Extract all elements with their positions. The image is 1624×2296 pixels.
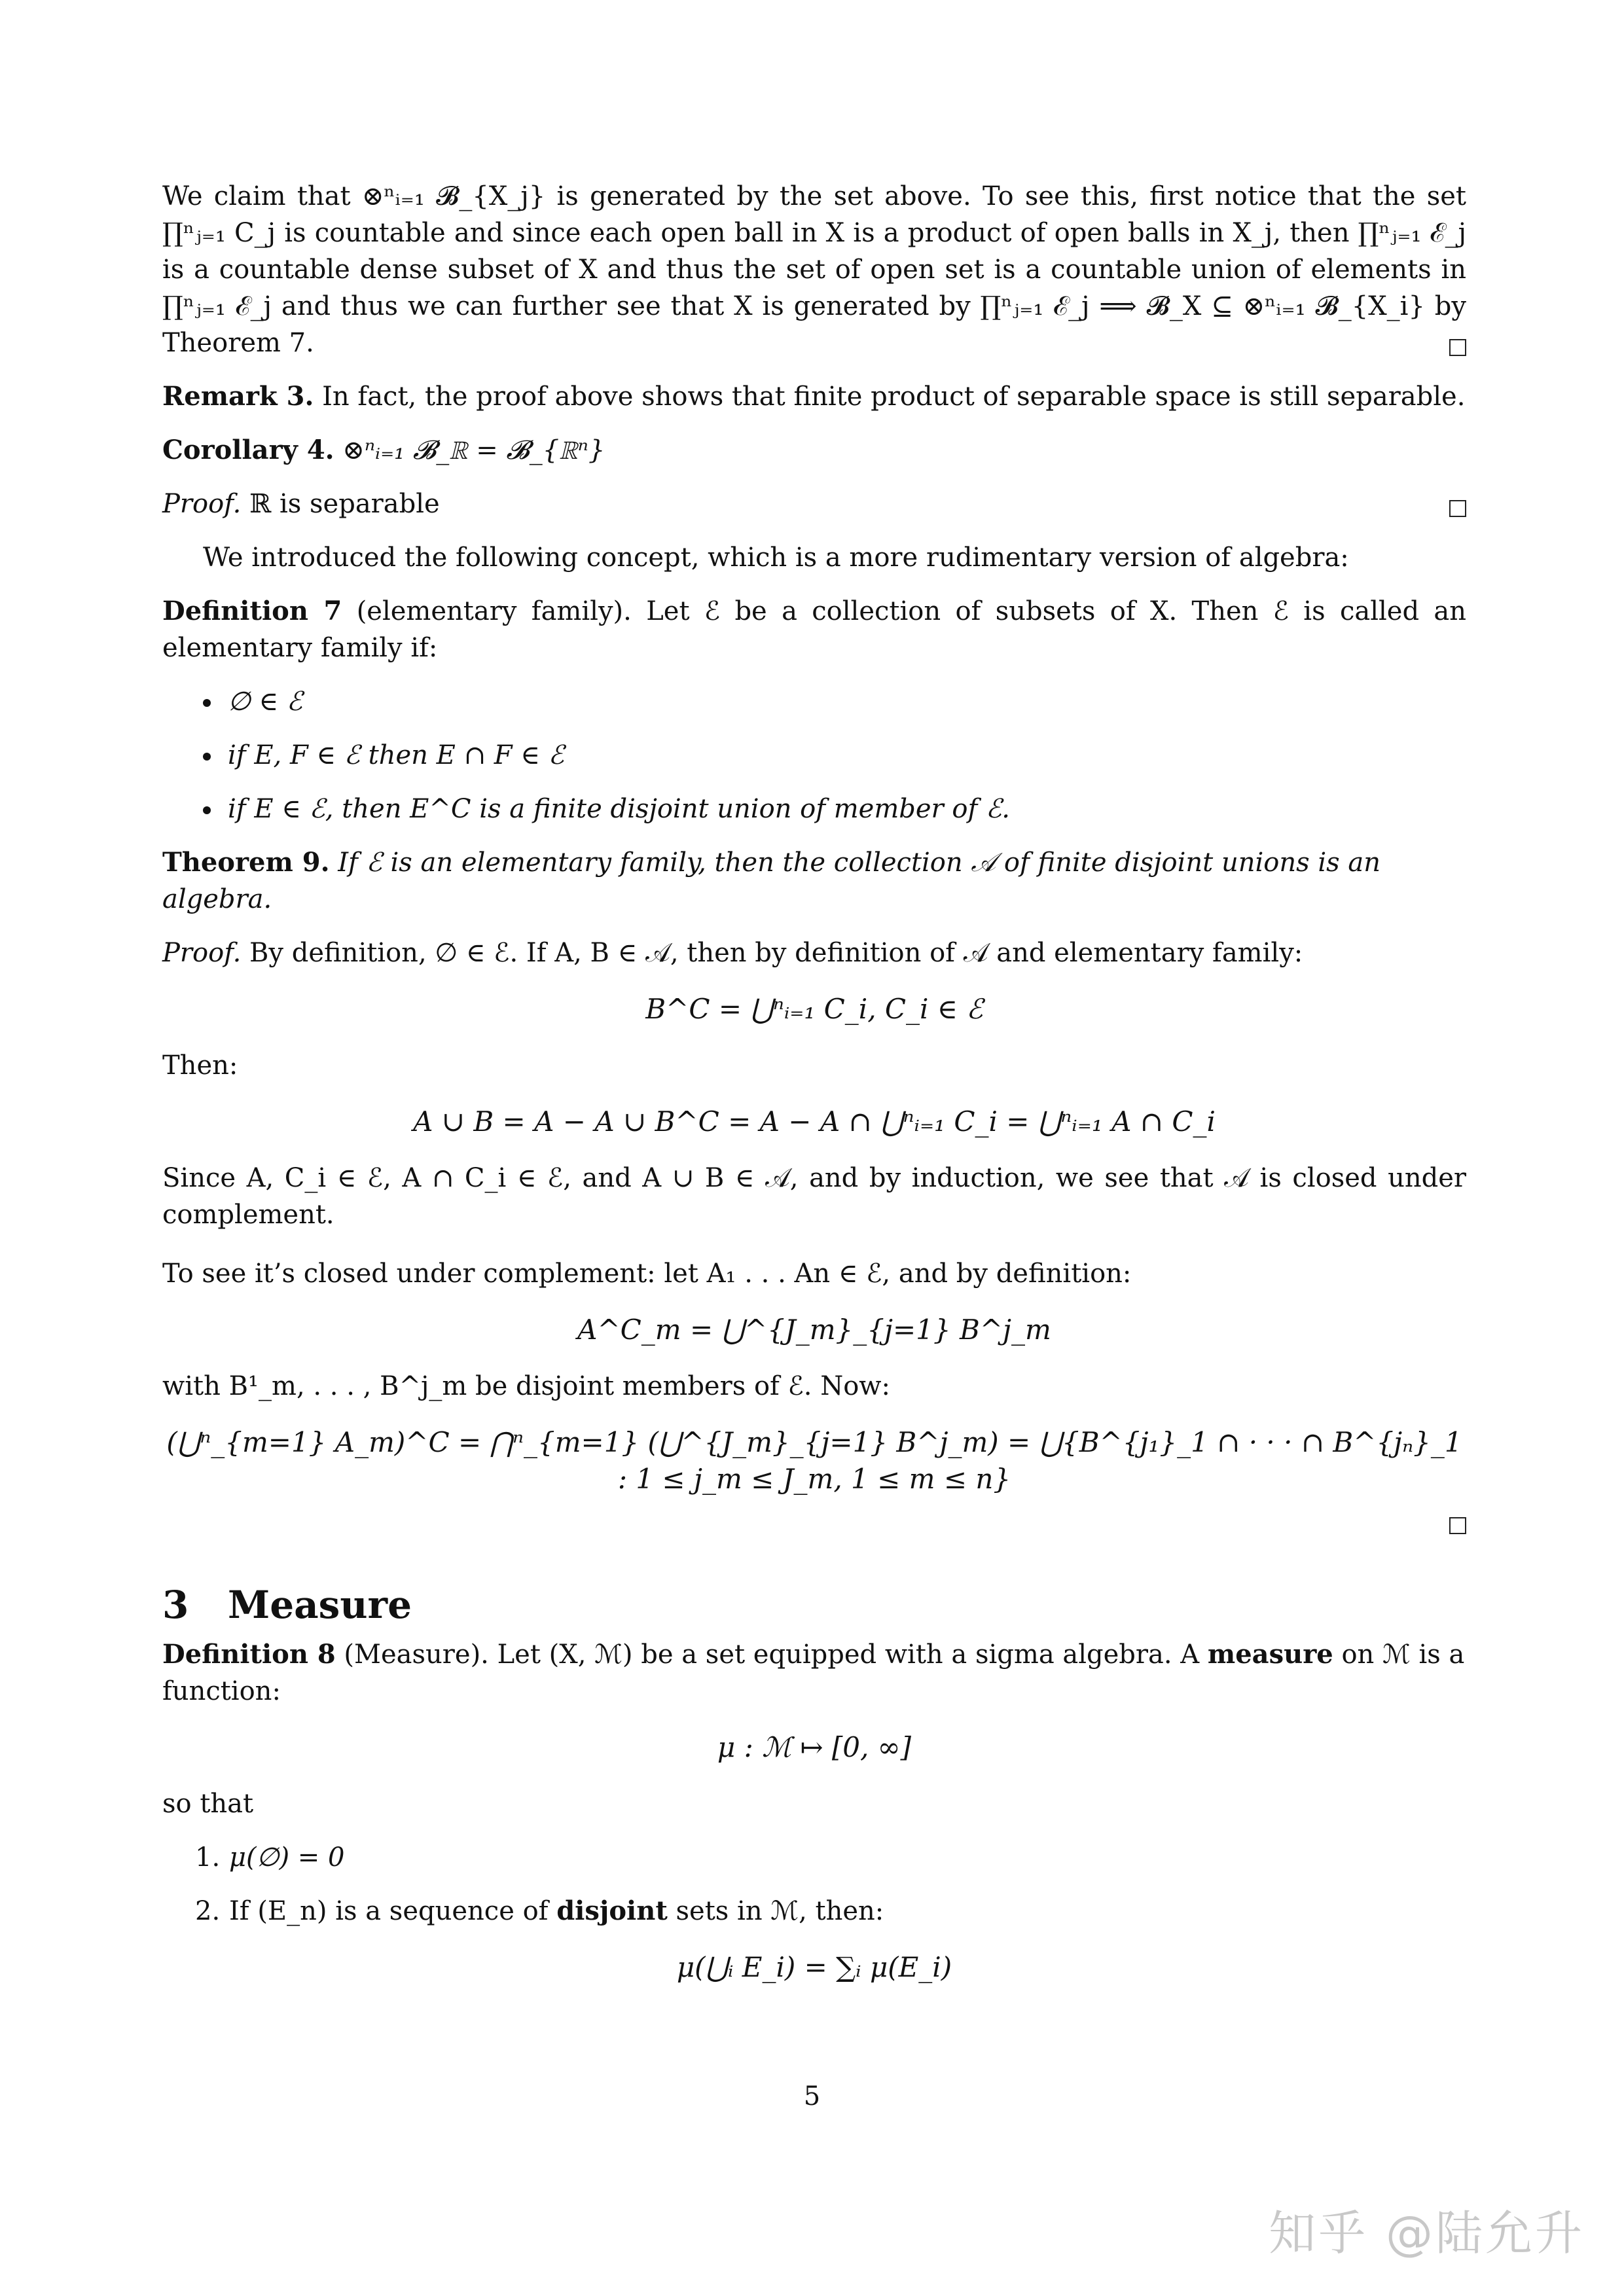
theorem-9-text: If ℰ is an elementary family, then the collection 𝒜 of finite disjoint unions is an algebra. bbox=[162, 848, 1381, 914]
remark-label: Remark 3. bbox=[162, 381, 314, 412]
section-title: Measure bbox=[228, 1583, 412, 1627]
watermark: 知乎 @陆允升 bbox=[1269, 2206, 1585, 2261]
remark-text: In fact, the proof above shows that finite product of separable space is still separable. bbox=[322, 382, 1466, 412]
equation-measure-map: μ : ℳ ↦ [0, ∞] bbox=[717, 1731, 912, 1763]
list-item-number: 2. bbox=[195, 1896, 221, 1926]
qed-symbol bbox=[1449, 500, 1466, 517]
with-paragraph: with B¹_m, . . . , B^j_m be disjoint members of ℰ. Now: bbox=[162, 1371, 891, 1401]
closed-paragraph: To see it’s closed under complement: let A₁ . . . An ∈ ℰ, and by definition: bbox=[162, 1259, 1132, 1289]
definition-8-text-before: Let (X, ℳ) be a set equipped with a sigma algebra. A bbox=[497, 1640, 1200, 1670]
list-item-bold: disjoint bbox=[556, 1895, 668, 1926]
qed-symbol bbox=[1449, 339, 1466, 356]
corollary-4 bbox=[162, 432, 1466, 469]
so-that-label: so that bbox=[162, 1789, 254, 1819]
list-item: if E, F ∈ ℰ then E ∩ F ∈ ℰ bbox=[162, 737, 1466, 774]
definition-8-label: Definition 8 bbox=[162, 1639, 336, 1670]
definition-7-list bbox=[162, 683, 1466, 827]
corollary-label: Corollary 4. bbox=[162, 435, 334, 465]
concept-intro: We introduced the following concept, which is a more rudimentary version of algebra: bbox=[203, 543, 1349, 573]
qed-symbol bbox=[1449, 1517, 1466, 1534]
definition-7-name: (elementary family). bbox=[356, 596, 632, 626]
page-content bbox=[162, 178, 1466, 2005]
claim-text: We claim that ⊗ⁿᵢ₌₁ 𝓑_{X_j} is generated by the set above. To see this, first notice that the set ∏ⁿⱼ₌₁ C_j is countable and since each open ball in X is a product of open balls in X_j, then ∏ⁿⱼ₌₁ ℰ_j is a countable dense subset of X and thus the set of open set is a countable union of elements in ∏ⁿⱼ₌₁ ℰ_j and thus we can further see that X is generated by ∏ⁿⱼ₌₁ ℰ_j ⟹ 𝓑_X ⊆ ⊗ⁿᵢ₌₁ 𝓑_{X_i} by Theorem 7. bbox=[162, 181, 1466, 358]
corollary-proof bbox=[162, 486, 1466, 522]
section-number: 3 bbox=[162, 1583, 189, 1627]
definition-8-list bbox=[162, 1839, 1466, 1929]
definition-8-name: (Measure). bbox=[344, 1640, 489, 1670]
list-item: ∅ ∈ ℰ bbox=[162, 683, 1466, 720]
theorem-9 bbox=[162, 844, 1466, 918]
remark-3 bbox=[162, 378, 1466, 415]
section-heading bbox=[162, 1583, 1466, 1627]
list-item-text: μ(∅) = 0 bbox=[229, 1842, 345, 1873]
theorem-9-proof bbox=[162, 935, 1466, 971]
equation-countable-additivity: μ(⋃ᵢ E_i) = ∑ᵢ μ(E_i) bbox=[676, 1951, 952, 1983]
definition-8-text-after: on ℳ is a function: bbox=[162, 1640, 1465, 1706]
equation-am-complement: A^C_m = ⋃^{J_m}_{j=1} B^j_m bbox=[577, 1314, 1051, 1346]
list-item bbox=[162, 1839, 1466, 1876]
definition-8-bold-word: measure bbox=[1207, 1639, 1333, 1670]
definition-7 bbox=[162, 593, 1466, 666]
since-paragraph: Since A, C_i ∈ ℰ, A ∩ C_i ∈ ℰ, and A ∪ B ∈ 𝒜, and by induction, we see that 𝒜 is closed under complement. bbox=[162, 1163, 1466, 1230]
claim-paragraph bbox=[162, 178, 1466, 361]
definition-8 bbox=[162, 1636, 1466, 1710]
list-item-text: If (E_n) is a sequence of bbox=[229, 1896, 549, 1926]
equation-union: A ∪ B = A − A ∪ B^C = A − A ∩ ⋃ⁿᵢ₌₁ C_i = ⋃ⁿᵢ₌₁ A ∩ C_i bbox=[413, 1105, 1216, 1138]
equation-de-morgan: (⋃ⁿ_{m=1} A_m)^C = ⋂ⁿ_{m=1} (⋃^{J_m}_{j=1} B^j_m) = ⋃{B^{j₁}_1 ∩ · · · ∩ B^{jₙ}_1 : 1 ≤ j_m ≤ J_m, 1 ≤ m ≤ n} bbox=[166, 1426, 1462, 1495]
proof-label: Proof. bbox=[162, 938, 242, 968]
definition-7-label: Definition 7 bbox=[162, 596, 342, 626]
corollary-proof-text: ℝ is separable bbox=[249, 489, 440, 519]
then-label: Then: bbox=[162, 1050, 238, 1081]
list-item-text-after: sets in ℳ, then: bbox=[676, 1896, 884, 1926]
corollary-text: ⊗ⁿᵢ₌₁ 𝓑_ℝ = 𝓑_{ℝⁿ} bbox=[342, 435, 605, 465]
list-item bbox=[162, 1893, 1466, 1929]
equation-complement: B^C = ⋃ⁿᵢ₌₁ C_i, C_i ∈ ℰ bbox=[645, 993, 983, 1025]
list-item-number: 1. bbox=[195, 1842, 221, 1873]
list-item: if E ∈ ℰ, then E^C is a finite disjoint union of member of ℰ. bbox=[162, 791, 1466, 827]
page-number: 5 bbox=[803, 2081, 821, 2111]
proof-label: Proof. bbox=[162, 489, 242, 519]
definition-7-text: Let ℰ be a collection of subsets of X. Then ℰ is called an elementary family if: bbox=[162, 596, 1467, 663]
theorem-9-proof-text: By definition, ∅ ∈ ℰ. If A, B ∈ 𝒜, then by definition of 𝒜 and elementary family: bbox=[249, 938, 1303, 968]
theorem-9-label: Theorem 9. bbox=[162, 847, 330, 878]
